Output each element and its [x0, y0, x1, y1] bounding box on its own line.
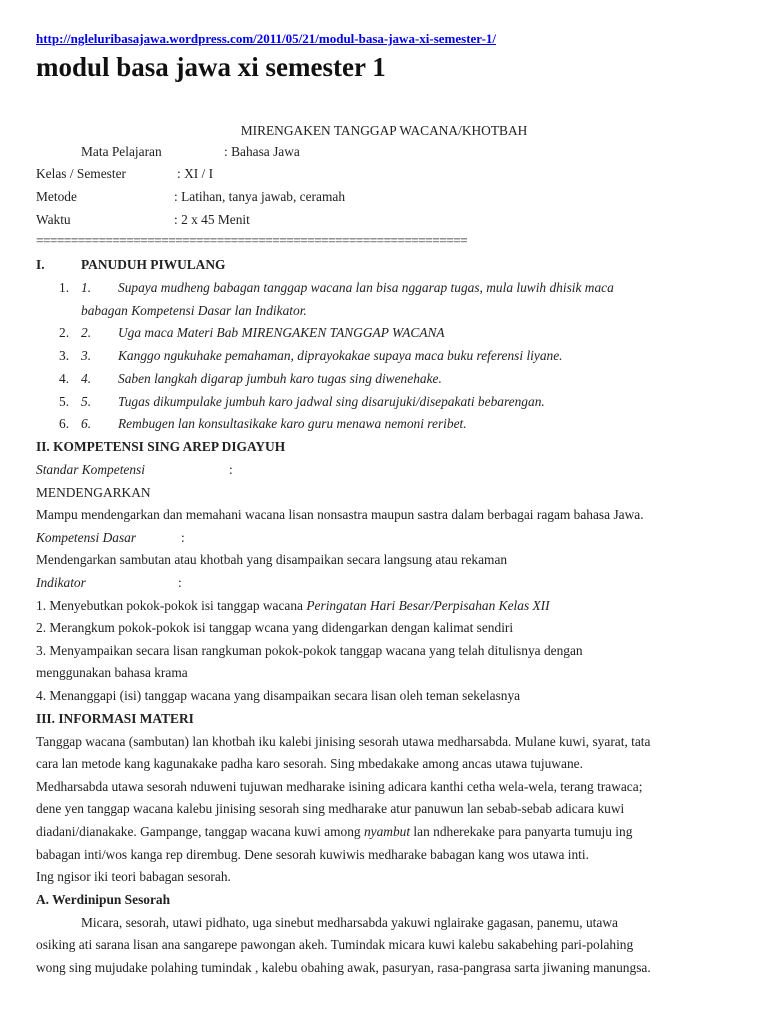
meta-label-subject: Mata Pelajaran: [81, 144, 162, 159]
paragraph-line: [36, 823, 632, 841]
list-item-text: Kanggo ngukuhake pemahaman, diprayokakae supaya maca buku referensi liyane.: [118, 348, 563, 363]
list-item-subnumber: 1.: [81, 280, 92, 295]
meta-value-method: : Latihan, tanya jawab, ceramah: [174, 189, 346, 204]
indicator-item-1-text: 1. Menyebutkan pokok-pokok isi tanggap wacana: [36, 598, 307, 613]
lesson-heading: MIRENGAKEN TANGGAP WACANA/KHOTBAH: [240, 123, 528, 138]
list-item-subnumber: 4.: [81, 371, 92, 386]
paragraph-line: Medharsabda utawa sesorah nduweni tujuwan medharake isining adicara kanthi cetha wela-wela, terang trawaca;: [36, 779, 643, 794]
paragraph-line: babagan inti/wos kanga rep dirembug. Dene sesorah kuwiwis medharake babagan kang wos utawa inti.: [36, 847, 589, 862]
list-item-subnumber: 3.: [81, 348, 92, 363]
list-item-number: 6.: [59, 416, 70, 431]
list-item-subnumber: 2.: [81, 325, 92, 340]
list-item-text-cont: babagan Kompetensi Dasar lan Indikator.: [81, 303, 307, 318]
list-item-number: 2.: [59, 325, 70, 340]
paragraph-line: dene yen tanggap wacana kalebu jinising sesorah sing medharake atur panuwun lan sebab-sebab adicara kuwi: [36, 801, 625, 816]
standard-competence-desc: Mampu mendengarkan dan memahani wacana lisan nonsastra maupun sastra dalam berbagai ragam bahasa Jawa.: [36, 507, 644, 522]
paragraph-line: cara lan metode kang kagunakake padha karo sesorah. Sing mbedakake among ancas utawa tujuwane.: [36, 756, 583, 771]
list-item-number: 3.: [59, 348, 70, 363]
indicator-colon: :: [178, 575, 182, 590]
list-item-subnumber: 5.: [81, 394, 92, 409]
divider-line: ==============================================================: [36, 233, 468, 248]
basic-competence-desc: Mendengarkan sambutan atau khotbah yang disampaikan secara langsung atau rekaman: [36, 552, 508, 567]
list-item-number: 5.: [59, 394, 70, 409]
indicator-label: Indikator: [36, 575, 86, 590]
section-1-title: PANUDUH PIWULANG: [81, 257, 226, 272]
paragraph-line: wong sing mujudake polahing tumindak , kalebu obahing awak, pasuryan, rasa-pangrasa sarta jiwaning manungsa.: [36, 960, 651, 975]
paragraph-line: Tanggap wacana (sambutan) lan khotbah iku kalebi jinising sesorah utawa medharsabda. Mulane kuwi, syarat, tata: [36, 734, 651, 749]
standard-competence-colon: :: [229, 462, 233, 477]
standard-competence-value: MENDENGARKAN: [36, 485, 151, 500]
indicator-item-3-cont: menggunakan bahasa krama: [36, 665, 188, 680]
section-2-title: II. KOMPETENSI SING AREP DIGAYUH: [36, 439, 286, 454]
meta-value-time: : 2 x 45 Menit: [174, 212, 250, 227]
paragraph-text: diadani/dianakake. Gampange, tanggap wacana kuwi among: [36, 824, 364, 839]
list-item-text: Uga maca Materi Bab MIRENGAKEN TANGGAP WACANA: [118, 325, 445, 340]
basic-competence-colon: :: [181, 530, 185, 545]
list-item-text: Tugas dikumpulake jumbuh karo jadwal sing disarujuki/disepakati bebarengan.: [118, 394, 545, 409]
meta-label-class: Kelas / Semester: [36, 166, 126, 181]
page-title: modul basa jawa xi semester 1: [36, 52, 386, 82]
list-item-text: Supaya mudheng babagan tanggap wacana lan bisa nggarap tugas, mula luwih dhisik maca: [118, 280, 614, 295]
subsection-a-title: A. Werdinipun Sesorah: [36, 892, 171, 907]
meta-value-class: : XI / I: [177, 166, 214, 181]
paragraph-line: Ing ngisor iki teori babagan sesorah.: [36, 869, 231, 884]
list-item-number: 1.: [59, 280, 70, 295]
indicator-item-2: 2. Merangkum pokok-pokok isi tanggap wcana yang didengarkan dengan kalimat sendiri: [36, 620, 514, 635]
list-item-number: 4.: [59, 371, 70, 386]
meta-value-subject: : Bahasa Jawa: [224, 144, 300, 159]
section-3-title: III. INFORMASI MATERI: [36, 711, 194, 726]
paragraph-italic-word: nyambut: [363, 824, 411, 839]
list-item-subnumber: 6.: [81, 416, 92, 431]
basic-competence-label: Kompetensi Dasar: [36, 530, 137, 545]
paragraph-line: Micara, sesorah, utawi pidhato, uga sinebut medharsabda yakuwi nglairake gagasan, panemu, utawa: [81, 915, 618, 930]
source-url-link[interactable]: http://ngleluribasajawa.wordpress.com/2011/05/21/modul-basa-jawa-xi-semester-1/: [36, 31, 497, 46]
list-item-text: Saben langkah digarap jumbuh karo tugas sing diwenehake.: [118, 371, 442, 386]
indicator-item-1-italic: Peringatan Hari Besar/Perpisahan Kelas XII: [306, 598, 550, 613]
paragraph-text: lan ndherekake para panyarta tumuju ing: [410, 824, 633, 839]
meta-label-time: Waktu: [36, 212, 71, 227]
standard-competence-label: Standar Kompetensi: [36, 462, 145, 477]
paragraph-line: osiking ati sarana lisan ana sangarepe pawongan akeh. Tumindak micara kuwi kalebu sakabehing pari-polahing: [36, 937, 634, 952]
indicator-item-4: 4. Menanggapi (isi) tanggap wacana yang disampaikan secara lisan oleh teman sekelasnya: [36, 688, 521, 703]
list-item-text: Rembugen lan konsultasikake karo guru menawa nemoni reribet.: [118, 416, 467, 431]
section-1-number: I.: [36, 257, 45, 272]
indicator-item-3: 3. Menyampaikan secara lisan rangkuman pokok-pokok tanggap wacana yang telah ditulisnya dengan: [36, 643, 583, 658]
meta-label-method: Metode: [36, 189, 77, 204]
indicator-item-1: [36, 597, 550, 615]
